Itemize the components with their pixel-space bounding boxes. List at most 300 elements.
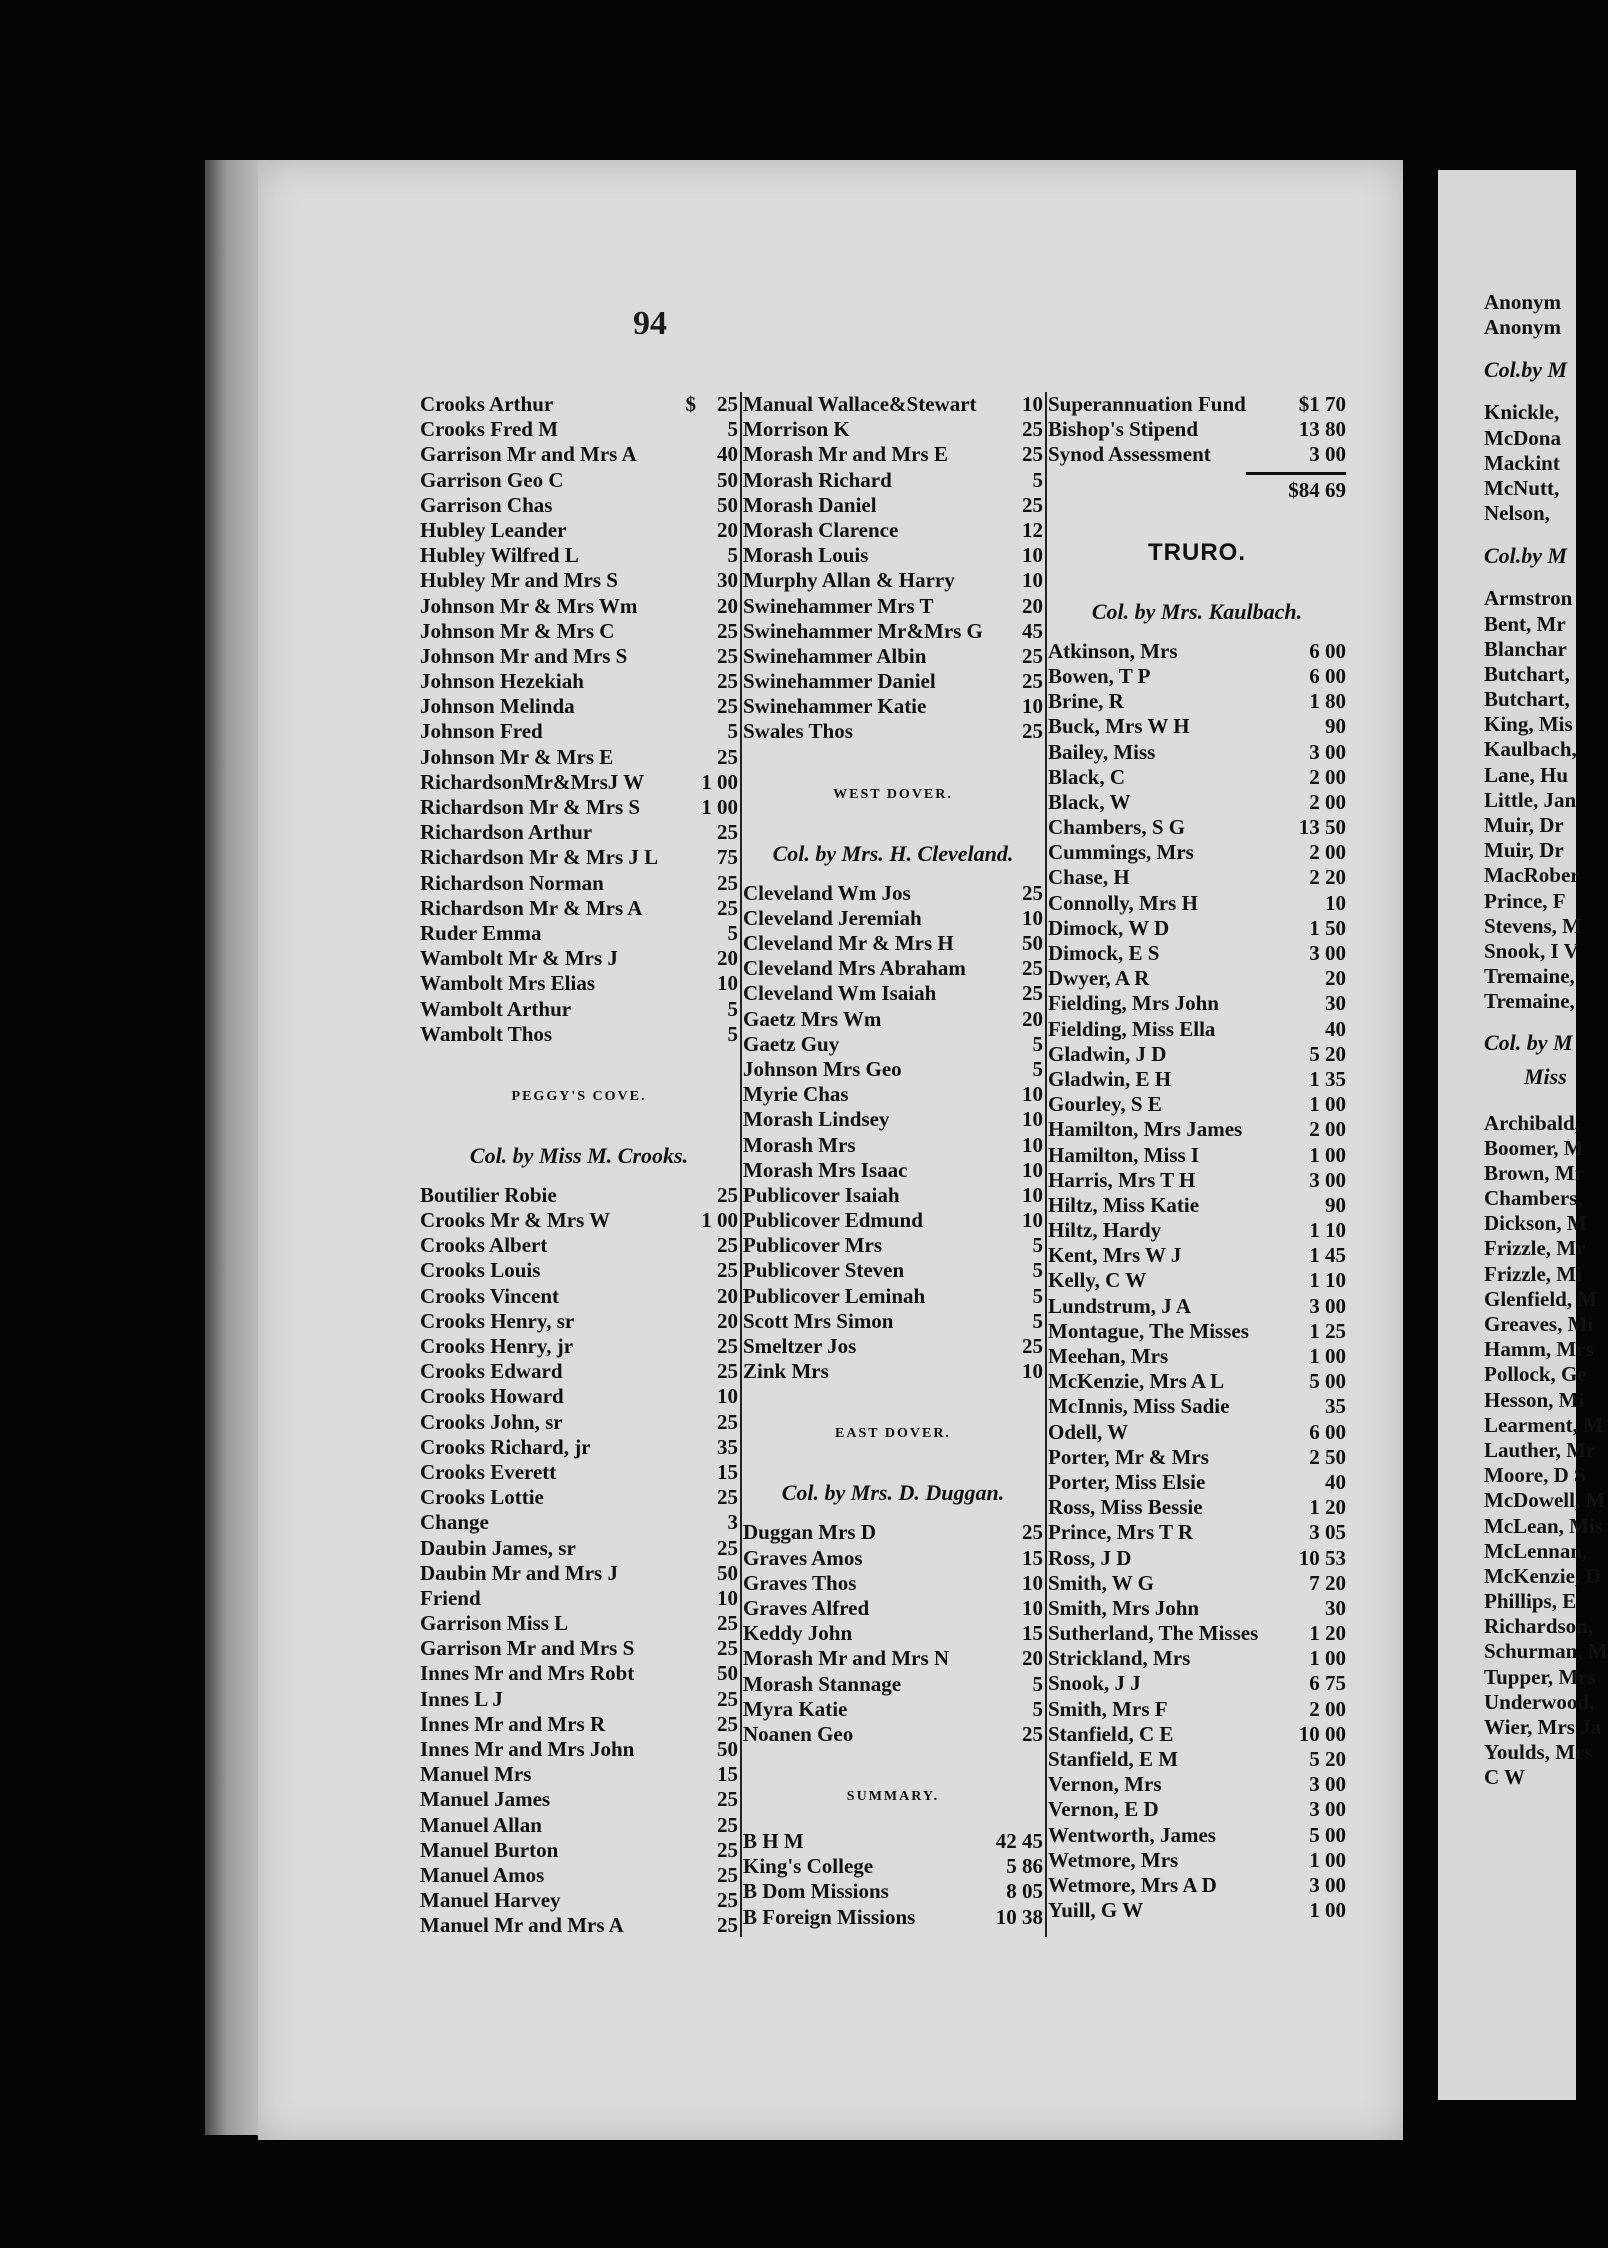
facing-page-entry: Anonym (1484, 290, 1562, 314)
donation-amount: 20 (717, 593, 738, 618)
list-item (743, 1520, 1043, 1545)
donor-name: Morash Mrs (743, 1132, 856, 1157)
donation-amount: 5 00 (1309, 1822, 1346, 1847)
donor-name: Dimock, E S (1048, 941, 1160, 965)
list-item (743, 417, 1043, 442)
spacer (1484, 1097, 1576, 1111)
donor-name: Crooks Henry, sr (420, 1308, 575, 1333)
donor-name: Strickland, Mrs (1048, 1646, 1191, 1671)
list-item (420, 1410, 738, 1435)
list-item (743, 1183, 1043, 1208)
donor-name: Bailey, Miss (1048, 739, 1156, 764)
donor-name: Manuel Amos (420, 1862, 545, 1887)
donor-name: Chase, H (1048, 865, 1130, 890)
donation-amount: 25 (717, 643, 738, 668)
list-item (420, 468, 738, 493)
donation-amount: 50 (1022, 931, 1043, 955)
donor-name: Meehan, Mrs (1048, 1344, 1169, 1368)
donation-amount: 2 00 (1309, 764, 1346, 789)
donation-amount: 25 (717, 1535, 738, 1560)
list-item (743, 1359, 1043, 1384)
donor-name: Daubin James, sr (420, 1535, 576, 1560)
list-item (420, 1687, 738, 1712)
facing-page-entry: C W (1484, 1765, 1526, 1790)
list-item (1048, 991, 1346, 1016)
donation-amount: 25 (717, 1787, 738, 1812)
list-item (420, 921, 738, 946)
facing-page-entry: Prince, F (1484, 888, 1566, 913)
donation-amount: 3 00 (1309, 941, 1346, 965)
list-item (1048, 1344, 1346, 1369)
list-item (743, 1546, 1043, 1571)
donation-amount: 25 (717, 1182, 738, 1207)
spacer (743, 1747, 1043, 1765)
list-item (420, 1561, 738, 1586)
donation-amount: 25 (717, 870, 738, 895)
donor-name: Atkinson, Mrs (1048, 638, 1178, 663)
list-item (1048, 714, 1346, 739)
donor-name: Cleveland Wm Isaiah (743, 981, 937, 1006)
list-item (1048, 1092, 1346, 1117)
donation-amount: 10 38 (995, 1904, 1043, 1929)
facing-page-entry: Underwood, (1484, 1689, 1595, 1714)
list-item (1048, 1646, 1346, 1671)
donation-amount: 10 (717, 1585, 738, 1610)
list-item (420, 896, 738, 921)
list-item (420, 442, 738, 467)
donor-name: Wambolt Mrs Elias (420, 971, 596, 996)
list-item (743, 468, 1043, 493)
donor-name: Smeltzer Jos (743, 1334, 857, 1358)
list-item (420, 1309, 738, 1334)
donation-amount: 1 00 (701, 795, 738, 819)
donation-amount: 3 00 (1309, 1293, 1346, 1318)
collector-line: Col. by Miss M. Crooks. (469, 1142, 689, 1168)
donor-name: Sutherland, The Misses (1048, 1621, 1259, 1646)
facing-page-entry: Tremaine, (1484, 964, 1575, 989)
donor-name: Crooks Albert (420, 1233, 548, 1258)
donor-name: Prince, Mrs T R (1048, 1520, 1194, 1545)
list-item (1048, 1218, 1346, 1243)
list-item (420, 997, 738, 1022)
donation-amount: 25 (1022, 492, 1043, 517)
list-item (743, 493, 1043, 518)
donation-amount: 50 (717, 1560, 738, 1585)
column-1 (420, 392, 738, 1957)
donor-name: Cleveland Mrs Abraham (743, 956, 966, 981)
donation-amount: 20 (717, 1283, 738, 1308)
donor-name: Black, C (1048, 764, 1126, 789)
facing-collector-line: Miss (1524, 1063, 1567, 1089)
donor-name: B H M (743, 1829, 804, 1854)
facing-page-entry: Bent, Mr (1484, 611, 1566, 636)
list-item (420, 1636, 738, 1661)
donor-name: Gladwin, E H (1048, 1066, 1172, 1091)
donation-amount: 13 80 (1298, 417, 1346, 442)
list-item (420, 1762, 738, 1787)
list-item (1048, 1017, 1346, 1042)
donor-name: B Foreign Missions (743, 1904, 916, 1929)
donor-name: Hamilton, Mrs James (1048, 1117, 1243, 1142)
list-item (1048, 1495, 1346, 1520)
donor-name: Garrison Geo C (420, 467, 564, 492)
donation-amount: 2 50 (1309, 1444, 1346, 1469)
list-item (743, 1672, 1043, 1697)
donation-amount: 50 (717, 492, 738, 517)
donation-amount: 20 (1022, 593, 1043, 618)
donor-name: Dimock, W D (1048, 915, 1170, 940)
collector-line: Col. by Mrs. Kaulbach. (1091, 598, 1303, 624)
list-item (1048, 1797, 1346, 1822)
donation-amount: 25 (717, 1485, 738, 1510)
list-item (420, 1888, 738, 1913)
facing-page-entry: Archibald, (1484, 1110, 1580, 1135)
facing-page-entry: Chambers, (1484, 1186, 1583, 1211)
donation-amount: 20 (1022, 1006, 1043, 1031)
facing-page-entry: McNutt, (1484, 475, 1560, 500)
list-item (420, 1813, 738, 1838)
donation-amount: 25 (1022, 880, 1043, 905)
donation-amount: 3 00 (1309, 442, 1346, 467)
list-item (1048, 1067, 1346, 1092)
donor-name: Crooks Fred M (420, 417, 559, 442)
donor-name: Johnson Mr & Mrs E (420, 744, 614, 769)
donation-amount: 5 (1032, 1056, 1043, 1081)
list-item (743, 1697, 1043, 1722)
facing-page-entry: Phillips, E (1484, 1589, 1577, 1614)
list-item (743, 392, 1043, 417)
donor-name: Cummings, Mrs (1048, 840, 1194, 865)
donor-name: Yuill, G W (1048, 1898, 1144, 1923)
donor-name: Innes Mr and Mrs R (420, 1711, 606, 1736)
facing-page-entry: Little, Jan (1484, 787, 1577, 812)
donor-name: Ross, J D (1048, 1545, 1132, 1570)
donation-amount: 25 (717, 1913, 738, 1938)
list-item (743, 1722, 1043, 1747)
donation-amount: 5 00 (1309, 1369, 1346, 1394)
list-item (743, 1284, 1043, 1309)
donation-amount: 5 20 (1309, 1041, 1346, 1066)
donor-name: Graves Alfred (743, 1595, 870, 1620)
donor-name: Swinehammer Mr&Mrs G (743, 618, 983, 643)
facing-page-entry: Nelson, (1484, 501, 1550, 526)
donor-name: Vernon, Mrs (1048, 1772, 1162, 1797)
donor-name: Manual Wallace&Stewart (743, 392, 977, 416)
donor-name: Ruder Emma (420, 920, 542, 945)
donor-name: Innes Mr and Mrs John (420, 1737, 635, 1761)
donor-name: Keddy John (743, 1621, 853, 1646)
donation-amount: 13 50 (1298, 815, 1346, 840)
donor-name: Bowen, T P (1048, 663, 1151, 688)
donor-name: Morash Stannage (743, 1671, 902, 1696)
facing-page-entry: Butchart, (1484, 687, 1570, 712)
donor-name: Garrison Mr and Mrs A (420, 442, 637, 467)
list-item (743, 1621, 1043, 1646)
donor-name: Black, W (1048, 789, 1131, 814)
donor-name: Manuel Harvey (420, 1888, 561, 1913)
list-item (420, 1022, 738, 1047)
donor-name: Morash Mr and Mrs N (743, 1646, 950, 1671)
list-item (1048, 1546, 1346, 1571)
list-item (1048, 1294, 1346, 1319)
donation-amount: 35 (717, 1434, 738, 1459)
list-item (420, 1208, 738, 1233)
list-item (1048, 1722, 1346, 1747)
list-item (420, 971, 738, 996)
rule-line (1246, 472, 1346, 475)
total-row (1048, 478, 1346, 503)
donation-amount: 10 (1022, 1157, 1043, 1182)
facing-page-entry: Knickle, (1484, 400, 1560, 425)
donation-amount: 10 53 (1298, 1545, 1346, 1570)
book-spine-shadow (205, 160, 260, 2135)
donation-amount: 25 (717, 1233, 738, 1258)
donor-name: Smith, W G (1048, 1570, 1155, 1595)
donor-name: Morash Louis (743, 543, 869, 568)
facing-page-entry: Anonym (1484, 315, 1562, 340)
donor-name: Cleveland Jeremiah (743, 905, 922, 930)
donation-amount: 40 (1325, 1469, 1346, 1494)
donor-name: Morash Richard (743, 467, 892, 492)
list-item (1048, 966, 1346, 991)
list-item (420, 694, 738, 719)
donation-amount: 10 (717, 971, 738, 996)
list-item (743, 881, 1043, 906)
donation-amount: 10 (1022, 1107, 1043, 1132)
donor-name: Garrison Miss L (420, 1611, 569, 1636)
facing-page-entry: Blanchar (1484, 636, 1567, 661)
donation-amount: 25 (717, 694, 738, 719)
donation-amount: 3 00 (1309, 1872, 1346, 1897)
donor-name: Myrie Chas (743, 1082, 849, 1107)
facing-page-entry: Hesson, Mi (1484, 1387, 1585, 1412)
donor-name: Ross, Miss Bessie (1048, 1495, 1203, 1520)
donation-amount: 35 (1325, 1394, 1346, 1419)
list-item (743, 543, 1043, 568)
currency-mark: $ (685, 392, 696, 416)
donation-amount: 2 00 (1309, 789, 1346, 814)
donation-amount: 25 (717, 1888, 738, 1913)
donor-name: Superannuation Fund (1048, 392, 1246, 416)
facing-page-entry: Muir, Dr (1484, 813, 1564, 837)
list-item (420, 1536, 738, 1561)
list-item (743, 694, 1043, 719)
donation-amount: 5 (1032, 1308, 1043, 1333)
facing-page-entry: Brown, Mr (1484, 1160, 1584, 1185)
donation-amount: 25 (717, 1611, 738, 1636)
list-item (743, 594, 1043, 619)
list-item (420, 568, 738, 593)
donation-amount: 10 (1022, 1182, 1043, 1207)
donor-name: Swinehammer Albin (743, 643, 927, 668)
donor-name: Publicover Steven (743, 1258, 905, 1283)
donor-name: Odell, W (1048, 1419, 1129, 1444)
donation-amount: 3 05 (1309, 1520, 1346, 1545)
list-item (1048, 417, 1346, 442)
list-item (743, 1032, 1043, 1057)
donor-name: Cleveland Mr & Mrs H (743, 931, 954, 955)
donor-name: Johnson Melinda (420, 694, 575, 719)
list-item (420, 795, 738, 820)
list-item (1048, 1042, 1346, 1067)
donation-amount: 25 (717, 744, 738, 769)
facing-page-entry: Frizzle, Mr (1484, 1236, 1586, 1261)
list-item (420, 1913, 738, 1938)
list-item (420, 1460, 738, 1485)
donation-amount: 7 20 (1309, 1570, 1346, 1595)
list-item (1048, 1168, 1346, 1193)
list-item (743, 568, 1043, 593)
facing-page-fragment (1438, 170, 1608, 2100)
donation-amount: 90 (1325, 1192, 1346, 1217)
donation-amount: 20 (717, 517, 738, 542)
donation-amount: 15 (1022, 1545, 1043, 1570)
facing-page-entry: Moore, D S (1484, 1463, 1586, 1488)
donor-name: Manuel Allan (420, 1812, 542, 1837)
list-item (420, 1611, 738, 1636)
donation-amount: 10 (1022, 568, 1043, 593)
spacer (1484, 1015, 1576, 1029)
donor-name: Innes Mr and Mrs Robt (420, 1661, 635, 1686)
donation-amount: 5 (1032, 1696, 1043, 1721)
donor-name: Crooks Arthur (420, 392, 554, 416)
donation-amount: 6 00 (1309, 663, 1346, 688)
list-item (420, 1586, 738, 1611)
donor-name: Crooks John, sr (420, 1409, 563, 1434)
donor-name: Garrison Chas (420, 492, 553, 517)
list-item (1048, 1117, 1346, 1142)
donation-amount: 1 45 (1309, 1243, 1346, 1268)
list-item (743, 1208, 1043, 1233)
list-item (743, 719, 1043, 744)
donation-amount: 5 (727, 719, 738, 744)
donation-amount: 25 (1022, 956, 1043, 981)
list-item (743, 619, 1043, 644)
donor-name: Manuel Mr and Mrs A (420, 1913, 624, 1938)
list-item (1048, 392, 1346, 417)
list-item (420, 871, 738, 896)
list-item (420, 1737, 738, 1762)
donation-amount: 2 00 (1309, 840, 1346, 865)
donation-amount: 5 (727, 920, 738, 945)
donation-amount: 10 (1022, 1132, 1043, 1157)
donor-name: Morash Mr and Mrs E (743, 442, 948, 467)
donor-name: Graves Amos (743, 1545, 863, 1570)
donation-amount: 10 (1022, 1208, 1043, 1233)
donor-name: Vernon, E D (1048, 1797, 1159, 1822)
list-item (1048, 1697, 1346, 1722)
list-item (420, 745, 738, 770)
donor-name: Swinehammer Katie (743, 694, 927, 719)
facing-page-text (1438, 170, 1608, 1791)
list-item (420, 1863, 738, 1888)
donor-name: Swales Thos (743, 719, 853, 744)
list-item (1048, 1747, 1346, 1772)
donation-amount: 5 (1032, 467, 1043, 492)
donation-amount: 50 (717, 467, 738, 492)
list-item (420, 1384, 738, 1409)
donation-amount: 50 (717, 1737, 738, 1761)
facing-collector-line: Col. by M (1484, 1029, 1573, 1055)
donation-amount: 1 35 (1309, 1066, 1346, 1091)
donor-name: Scott Mrs Simon (743, 1308, 894, 1333)
donation-amount: 25 (717, 1359, 738, 1384)
facing-page-entry: Richardson, (1484, 1614, 1594, 1639)
donor-name: Synod Assessment (1048, 442, 1211, 467)
list-item (743, 1057, 1043, 1082)
facing-page-entry: Butchart, (1484, 661, 1570, 686)
donor-name: B Dom Missions (743, 1879, 889, 1904)
collector-line: Col. by Mrs. H. Cleveland. (772, 840, 1014, 866)
list-item (743, 956, 1043, 981)
donation-amount: 25 (717, 895, 738, 920)
list-item (1048, 1268, 1346, 1293)
section-heading: SUMMARY. (846, 1789, 940, 1805)
list-item (743, 1646, 1043, 1671)
list-item (1048, 765, 1346, 790)
donation-amount: 2 20 (1309, 865, 1346, 890)
donor-name: Publicover Edmund (743, 1208, 923, 1233)
donor-name: Morash Mrs Isaac (743, 1157, 908, 1182)
donor-name: Richardson Arthur (420, 820, 593, 845)
donor-name: Kent, Mrs W J (1048, 1243, 1182, 1268)
list-item (1048, 815, 1346, 840)
donor-name: Cleveland Wm Jos (743, 880, 911, 905)
donation-amount: 10 (1022, 543, 1043, 568)
facing-page-entry: Learment, M (1484, 1412, 1603, 1437)
donor-name: Friend (420, 1585, 481, 1610)
donor-name: Crooks Vincent (420, 1283, 560, 1308)
donor-name: Innes L J (420, 1686, 503, 1711)
donor-name: Gladwin, J D (1048, 1041, 1167, 1066)
donor-name: Boutilier Robie (420, 1182, 557, 1207)
list-item (1048, 790, 1346, 815)
donation-amount: 25 (717, 1812, 738, 1837)
donor-name: Change (420, 1510, 489, 1535)
donor-name: Publicover Isaiah (743, 1182, 900, 1207)
donor-name: Porter, Mr & Mrs (1048, 1444, 1209, 1469)
donor-name: McInnis, Miss Sadie (1048, 1394, 1230, 1419)
donor-name: Crooks Louis (420, 1258, 541, 1283)
donation-amount: 1 50 (1309, 915, 1346, 940)
donation-amount: 30 (717, 568, 738, 593)
donation-amount: 5 (727, 543, 738, 568)
donor-name: Kelly, C W (1048, 1268, 1147, 1293)
donation-amount: 1 00 (701, 769, 738, 794)
donation-amount: 3 00 (1309, 739, 1346, 764)
donation-amount: 5 (1032, 1233, 1043, 1258)
donor-name: Hiltz, Miss Katie (1048, 1192, 1200, 1217)
donor-name: Connolly, Mrs H (1048, 890, 1198, 915)
list-item (420, 1661, 738, 1686)
donor-name: Johnson Mr & Mrs C (420, 618, 615, 643)
donation-amount: 20 (717, 1308, 738, 1333)
list-item (743, 669, 1043, 694)
list-item (420, 1183, 738, 1208)
facing-page-entry: Armstron (1484, 586, 1573, 611)
list-item (420, 1712, 738, 1737)
donation-amount: 25 (717, 1636, 738, 1661)
facing-page-entry: Hamm, Mrs (1484, 1337, 1594, 1362)
donation-amount: 5 (1032, 1031, 1043, 1056)
list-item (1048, 1823, 1346, 1848)
donation-amount: 10 (1022, 392, 1043, 416)
donor-name: Dwyer, A R (1048, 966, 1150, 991)
donation-amount: 25 (1022, 719, 1043, 744)
donation-amount: 25 (1022, 417, 1043, 442)
donor-name: Gaetz Guy (743, 1031, 840, 1056)
donation-amount: 25 (717, 1686, 738, 1711)
